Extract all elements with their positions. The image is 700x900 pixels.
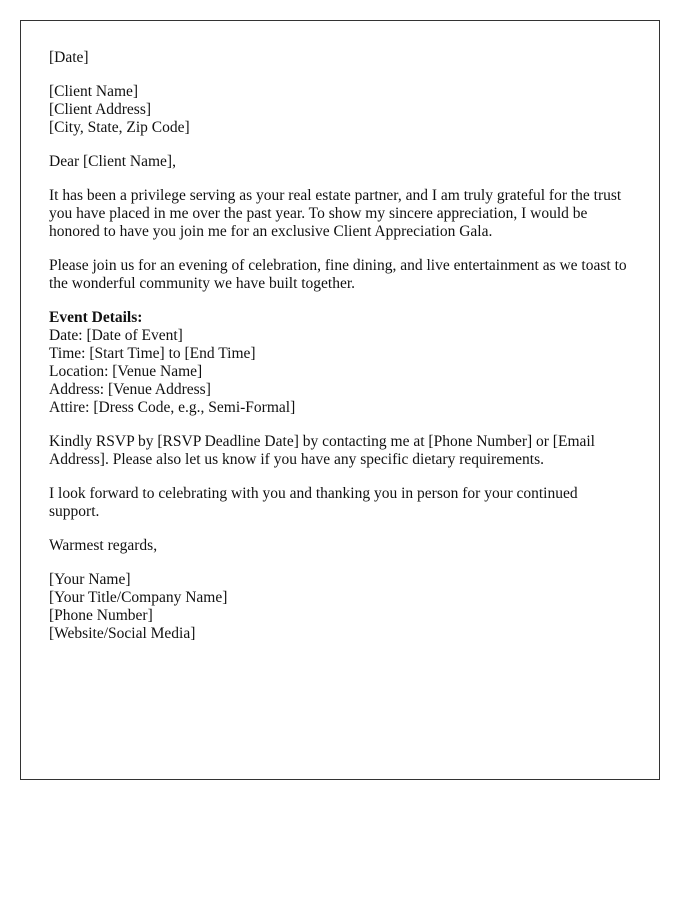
event-detail-location: Location: [Venue Name] xyxy=(49,363,203,380)
sender-website: [Website/Social Media] xyxy=(49,625,196,642)
letter-document xyxy=(20,20,660,780)
body-paragraph-intro: It has been a privilege serving as your real estate partner, and I am truly grateful for the trust you have placed in me over the past year. To show my sincere appreciation, I would be honored to have you join me for an exclusive Client Appreciation Gala. xyxy=(49,187,622,240)
event-detail-address: Address: [Venue Address] xyxy=(49,381,211,398)
event-detail-time: Time: [Start Time] to [End Time] xyxy=(49,345,256,362)
sender-name: [Your Name] xyxy=(49,571,131,588)
closing-paragraph: I look forward to celebrating with you and thanking you in person for your continued support. xyxy=(49,485,578,520)
event-detail-attire: Attire: [Dress Code, e.g., Semi-Formal] xyxy=(49,399,296,416)
recipient-city-state-zip: [City, State, Zip Code] xyxy=(49,119,190,136)
event-detail-date: Date: [Date of Event] xyxy=(49,327,183,344)
sender-title-company: [Your Title/Company Name] xyxy=(49,589,228,606)
closing-text: Warmest regards, xyxy=(49,537,158,554)
body-paragraph-invitation: Please join us for an evening of celebration, fine dining, and live entertainment as we toast to the wonderful community we have built together. xyxy=(49,257,627,292)
event-details-section xyxy=(49,309,631,417)
date-line xyxy=(49,49,631,67)
event-details-heading: Event Details: xyxy=(49,309,143,326)
rsvp-paragraph: Kindly RSVP by [RSVP Deadline Date] by contacting me at [Phone Number] or [Email Address]. Please also let us know if you have any specific dietary requirements. xyxy=(49,433,595,468)
signature-block xyxy=(49,571,631,643)
recipient-name: [Client Name] xyxy=(49,83,139,100)
closing-line xyxy=(49,537,631,555)
sender-phone: [Phone Number] xyxy=(49,607,153,624)
salutation xyxy=(49,153,631,171)
recipient-address: [Client Address] xyxy=(49,101,152,118)
salutation-text: Dear [Client Name], xyxy=(49,153,176,170)
recipient-address-block xyxy=(49,83,631,137)
letter-date: [Date] xyxy=(49,49,89,66)
